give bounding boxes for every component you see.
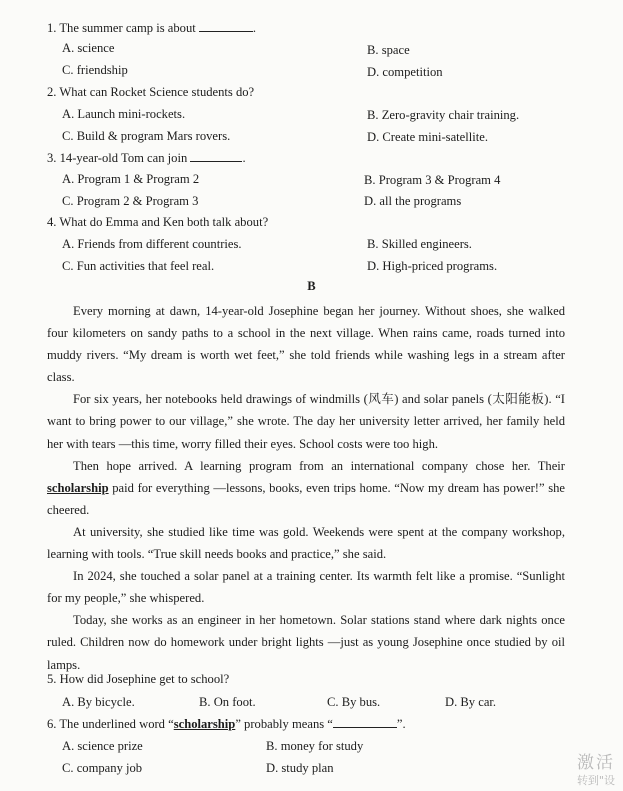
- question-4-stem: 4. What do Emma and Ken both talk about?: [47, 215, 269, 229]
- question-1-stem: 1. The summer camp is about: [47, 21, 196, 35]
- question-1-end: .: [252, 21, 257, 35]
- question-3-end: .: [242, 151, 246, 165]
- option: A. Friends from different countries.: [62, 237, 242, 251]
- answer-blank: [190, 150, 242, 162]
- option: D. competition: [367, 65, 443, 79]
- option: B. Zero-gravity chair training.: [367, 108, 520, 122]
- question-5-stem: 5. How did Josephine get to school?: [47, 672, 230, 686]
- paragraph-text: paid for everything —lessons, books, even trips home. “Now my dream has power!” she cheered.: [47, 480, 565, 517]
- option: C. Program 2 & Program 3: [62, 194, 199, 208]
- option: C. Build & program Mars rovers.: [62, 129, 231, 143]
- option: B. On foot.: [199, 695, 256, 709]
- option: A. By bicycle.: [62, 695, 135, 709]
- reading-passage: [47, 300, 565, 676]
- passage-paragraph: Every morning at dawn, 14-year-old Josephine began her journey. Without shoes, she walked four kilometers on sandy paths to a school in the next village. When rains came, roads turned into muddy rivers. “My dream is worth wet feet,” she told friends while washing legs in a stream after class.: [47, 304, 565, 385]
- option: A. science prize: [62, 739, 143, 753]
- question-3-stem: 3. 14-year-old Tom can join: [47, 151, 188, 165]
- option: C. company job: [62, 761, 143, 775]
- option: B. space: [367, 43, 410, 57]
- option: B. Skilled engineers.: [367, 237, 472, 251]
- option: D. all the programs: [364, 194, 462, 208]
- activation-watermark: 激活: [577, 753, 615, 773]
- question-3: [47, 150, 246, 166]
- question-6-stem: ” probably means “: [235, 717, 333, 731]
- passage-paragraph: Today, she works as an engineer in her hometown. Solar stations stand where dark nights once ruled. Children now do homework under bright lights —just as young Josephine once studied by oil lamps.: [47, 613, 565, 672]
- passage-paragraph: For six years, her notebooks held drawings of windmills (风车) and solar panels (太阳能板). “I want to bring power to our village,” she wrote. The day her university letter arrived, her family held her with tears —this time, worry filled their eyes. School costs were too high.: [47, 392, 565, 451]
- question-2-stem: 2. What can Rocket Science students do?: [47, 85, 255, 99]
- question-6-stem: ”.: [396, 717, 406, 731]
- underlined-word: scholarship: [47, 480, 109, 495]
- option: C. Fun activities that feel real.: [62, 259, 215, 273]
- option: C. By bus.: [327, 695, 381, 709]
- option: D. Create mini-satellite.: [367, 130, 488, 144]
- option: D. By car.: [445, 695, 497, 709]
- option: C. friendship: [62, 63, 128, 77]
- passage-paragraph: [47, 455, 565, 521]
- option: B. money for study: [266, 739, 364, 753]
- passage-paragraph: At university, she studied like time was gold. Weekends were spent at the company workshop, learning with tools. “True skill needs books and practice,” she said.: [47, 524, 565, 562]
- option: A. Launch mini-rockets.: [62, 107, 186, 121]
- answer-blank: [199, 20, 253, 32]
- question-1: [47, 20, 256, 36]
- question-6: [47, 716, 406, 732]
- passage-paragraph: In 2024, she touched a solar panel at a training center. Its warmth felt like a promise. “Sunlight for my people,” she whispered.: [47, 569, 565, 606]
- option: A. science: [62, 41, 115, 55]
- question-6-stem: 6. The underlined word “: [47, 717, 174, 731]
- option: A. Program 1 & Program 2: [62, 172, 200, 186]
- paragraph-text: Then hope arrived. A learning program from an international company chose her. Their: [73, 458, 565, 473]
- option: B. Program 3 & Program 4: [364, 173, 501, 187]
- section-heading: B: [307, 279, 316, 293]
- answer-blank: [333, 716, 397, 728]
- activation-watermark-subtext: 转到"设: [576, 774, 615, 787]
- option: D. study plan: [266, 761, 334, 775]
- underlined-word: scholarship: [173, 717, 236, 731]
- option: D. High-priced programs.: [367, 259, 498, 273]
